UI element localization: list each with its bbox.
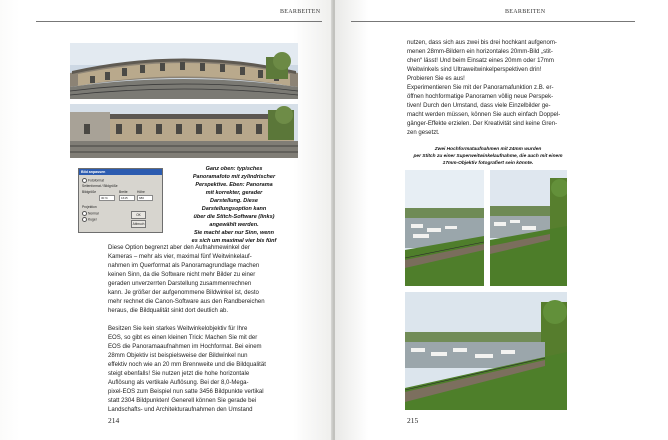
dialog-value-field[interactable]: 1615: [119, 195, 135, 201]
caption-line: Darstellung. Diese: [210, 198, 258, 204]
caption-line: Ganz oben: typisches: [205, 166, 263, 172]
page-number-left: 214: [108, 416, 120, 425]
text-line: pixel-EOS zum Beispiel nun satte 3456 Bildpunkte vertikal: [108, 389, 264, 396]
radio-icon: [82, 211, 87, 216]
text-line: EOS, so gibt es einen kleinen Trick: Machen Sie mit der: [108, 335, 258, 342]
text-line: menen 28mm-Bildern ein horizontales 20mm-Bild „stit-: [407, 49, 553, 56]
dialog-value-field[interactable]: 30 %: [99, 195, 115, 201]
stitch-software-dialog: [78, 168, 163, 233]
dialog-cancel-button[interactable]: Abbruch: [132, 222, 145, 226]
figure-caption-right: [391, 146, 585, 168]
text-line: Auflösung als vertikale Auflösung. Bei der 8,0-Mega-: [108, 380, 249, 387]
text-line: tiven! Durch den Umstand, dass viele Einzelbilder ge-: [407, 103, 551, 110]
caption-line: über die Stitch-Software (links): [193, 214, 275, 220]
text-line: EOS die Panoramaaufnahmen im Hochformat. Bei einem: [108, 344, 262, 351]
text-line: steigt ebenfalls! Sie nutzen jetzt die hohe horizontale: [108, 371, 250, 378]
text-line: geraden unverzerrten Darstellung zusammenrechnen: [108, 281, 252, 288]
caption-line: angewählt werden.: [209, 222, 259, 228]
panorama-photo-cylindrical: [70, 43, 298, 99]
dialog-radio-normal[interactable]: Normal: [82, 211, 99, 216]
text-line: Experimentieren Sie mit der Panoramafunktion z.B. er-: [407, 85, 554, 92]
dialog-section-label: Seitenformat / Bildgröße: [82, 184, 118, 188]
text-line: effektiv noch wie an 20 mm Brennweite und die Bildqualität: [108, 362, 266, 369]
caption-line: es sich um maximal vier bis fünf: [191, 238, 277, 244]
text-line: kann. Je größer der aufgenommene Bildwinkel ist, desto: [108, 290, 259, 297]
text-line: Diese Option begrenzt aber den Aufnahmewinkel der: [108, 245, 250, 251]
radio-icon: [82, 178, 87, 183]
radio-icon: [82, 217, 87, 222]
header-rule-left: [36, 21, 322, 22]
text-line: statt 2304 Bildpunkten! Generell können Sie gerade bei: [108, 398, 257, 405]
running-head-right: BEARBEITEN: [505, 9, 546, 15]
text-line: nahmen im Querformat als Panoramagrundlage machen: [108, 263, 260, 270]
body-paragraph: [407, 39, 607, 139]
caption-line: mit korrekter, gerader: [205, 190, 263, 196]
caption-line: Darstellungsoption kann: [201, 206, 267, 212]
dialog-row-label: Bildgröße: [82, 190, 97, 194]
dialog-radio-sphere[interactable]: Kugel: [82, 217, 96, 222]
caption-line: Perspektive. Eben: Panorama: [195, 182, 273, 188]
caption-line: per Stitch zu einer Superweitwinkelaufnahme, die auch mit einem: [413, 154, 563, 160]
right-page: [335, 0, 668, 440]
dialog-row-label: Höhe: [137, 190, 145, 194]
text-line: Weitwinkels sind Ultraweitwinkelperspektiven drin!: [407, 67, 542, 74]
dialog-projection-label: Projektion: [82, 205, 97, 209]
dialog-value-field[interactable]: 680: [137, 195, 153, 201]
text-line: heraus, die Bildqualität sinkt dort deutlich ab.: [108, 308, 229, 315]
text-line: Besitzen Sie kein starkes Weitwinkelobjektiv für Ihre: [108, 326, 248, 332]
dialog-row-label: Breite: [119, 190, 128, 194]
dialog-option-photo: Fotoformat: [82, 178, 104, 183]
left-page: [0, 0, 333, 440]
text-line: gänger-Effekte erzielen. Der Kreativität sind keine Gren-: [407, 121, 558, 128]
text-line: 28mm Objektiv ist beispielsweise der Bildwinkel nun: [108, 353, 248, 360]
text-line: Probieren Sie es aus!: [407, 76, 465, 83]
marina-photo-right: [490, 170, 567, 286]
page-number-right: 215: [407, 416, 419, 425]
text-line: keinen Sinn, da die Software nicht mehr Bilder zu einer: [108, 272, 256, 279]
text-line: zen gesetzt.: [407, 130, 440, 137]
dialog-title: Bild anpassen: [79, 169, 162, 175]
running-head-left: BEARBEITEN: [280, 9, 321, 15]
text-line: nutzen, dass sich aus zwei bis drei hochkant aufgenom-: [407, 40, 557, 46]
text-line: macht werden müssen, können Sie auch einfach Doppel-: [407, 112, 561, 119]
marina-photo-left: [405, 170, 484, 286]
text-line: mehr rechnet die Canon-Software aus den Randbereichen: [108, 299, 265, 306]
caption-line: Zwei Hochformataufnahmen mit 24mm wurden: [434, 147, 542, 152]
caption-line: Panoramafoto mit zylindrischer: [192, 174, 276, 180]
text-line: Kameras – mehr als vier, maximal fünf Weitwinkelauf-: [108, 254, 252, 261]
text-line: chen“ lässt! Und beim Einsatz eines 20mm oder 17mm: [407, 58, 554, 65]
caption-line: 17mm-Objektiv fotografiert sein könnte.: [442, 161, 534, 167]
panorama-photo-corrected: [70, 104, 298, 158]
caption-line: Sie macht aber nur Sinn, wenn: [193, 230, 275, 236]
text-line: öffnen hochformatige Panoramen völlig neue Perspek-: [407, 94, 554, 101]
header-rule-right: [351, 21, 635, 22]
dialog-ok-button[interactable]: OK: [131, 211, 146, 219]
marina-photo-stitched: [405, 292, 567, 410]
text-line: Landschafts- und Architekturaufnahmen den Umstand: [108, 407, 253, 414]
body-paragraph: [108, 244, 308, 316]
figure-caption-left: [170, 165, 298, 245]
body-paragraph: [108, 325, 308, 415]
